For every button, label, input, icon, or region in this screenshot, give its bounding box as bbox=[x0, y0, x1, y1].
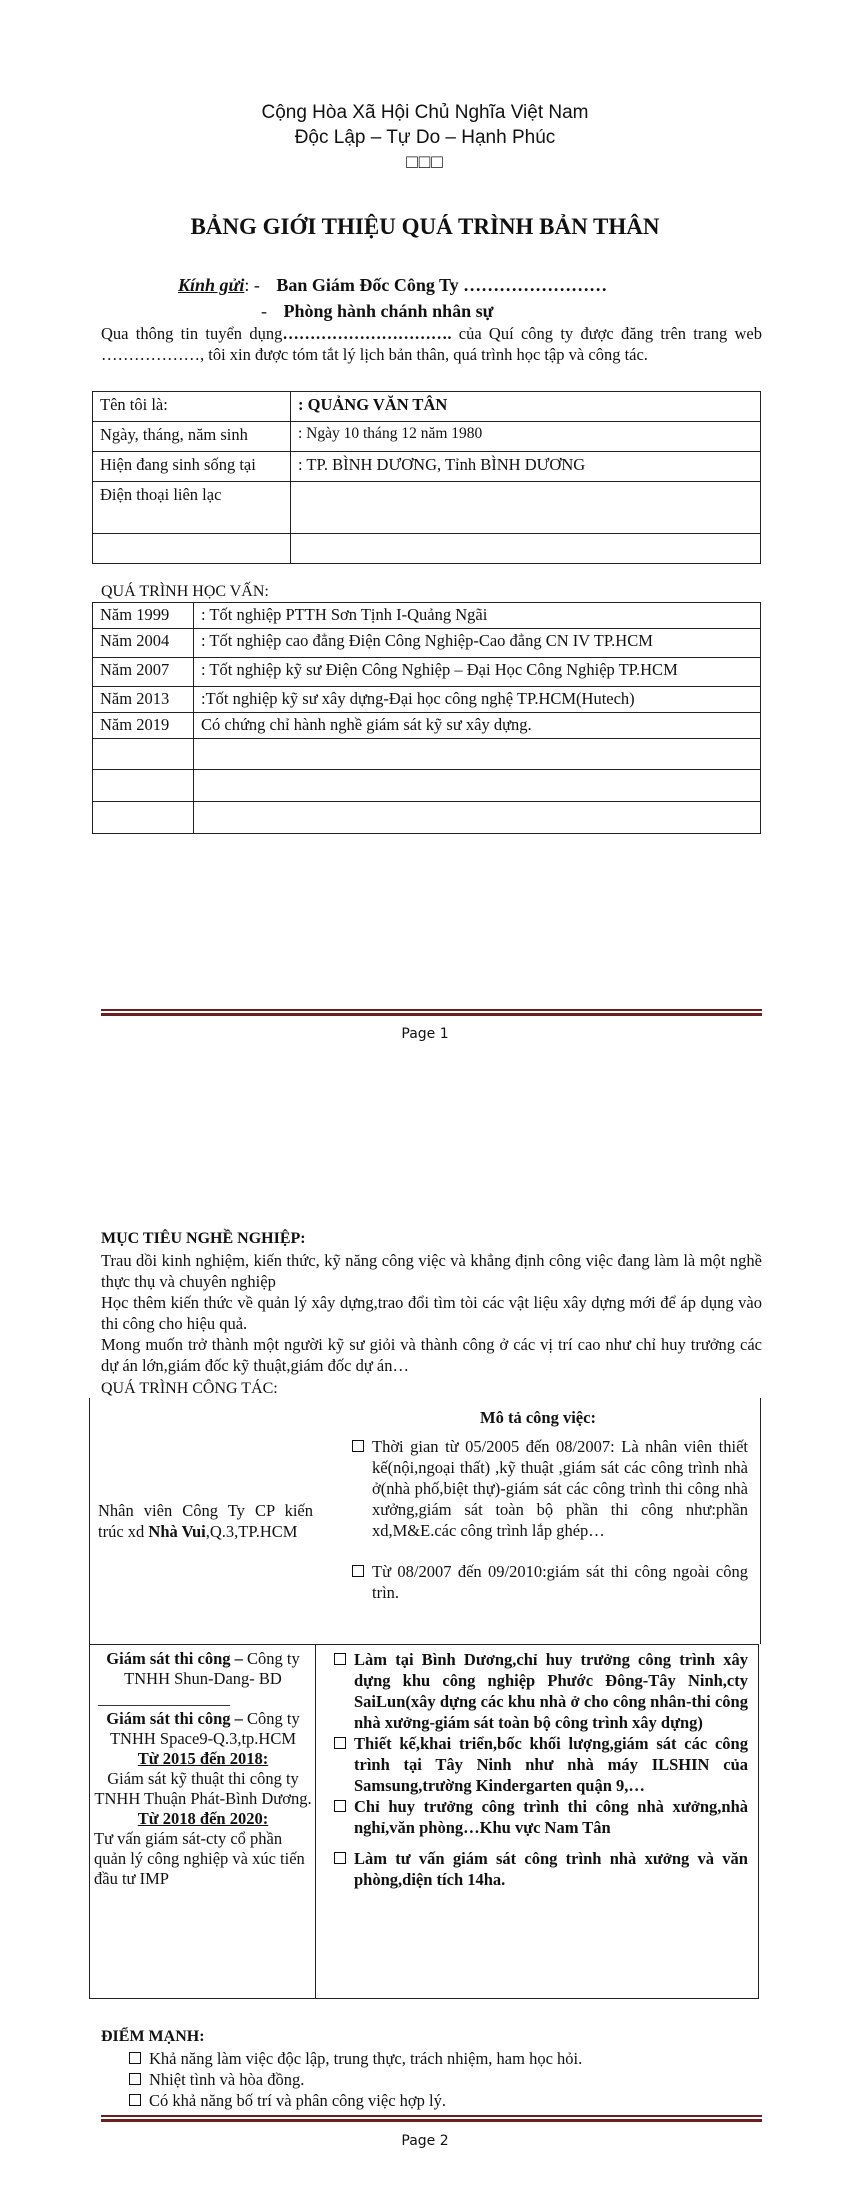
duty-text: Chỉ huy trưởng công trình thi công nhà xưởng,nhà nghỉ,văn phòng…Khu vực Nam Tân bbox=[354, 1797, 748, 1837]
personal-label: Hiện đang sinh sống tại bbox=[93, 452, 291, 482]
education-heading: QUÁ TRÌNH HỌC VẤN: bbox=[101, 583, 269, 600]
header-ornament: □□□ bbox=[406, 152, 444, 173]
work-row-1 bbox=[89, 1398, 761, 1644]
list-item bbox=[330, 1848, 748, 1890]
work-positions-2 bbox=[94, 1649, 312, 1889]
job-period: Từ 2015 đến 2018: bbox=[137, 1749, 269, 1768]
list-item bbox=[330, 1733, 748, 1796]
separator-line: ________________ bbox=[98, 1689, 230, 1708]
list-item bbox=[125, 2048, 765, 2069]
job-title: Giám sát thi công – bbox=[106, 1709, 243, 1728]
job-period: Từ 2018 đến 2020: bbox=[137, 1809, 269, 1828]
page-number: Page 1 bbox=[401, 1026, 449, 1042]
strength-text: Nhiệt tình và hòa đồng. bbox=[149, 2070, 305, 2089]
page-number: Page 2 bbox=[401, 2133, 449, 2149]
list-item bbox=[125, 2090, 765, 2111]
checkbox-bullet-icon bbox=[129, 2052, 141, 2064]
education-year bbox=[93, 739, 194, 770]
checkbox-bullet-icon bbox=[334, 1800, 346, 1812]
personal-label: Tên tôi là: bbox=[93, 392, 291, 422]
education-desc bbox=[194, 739, 761, 770]
personal-value: : TP. BÌNH DƯƠNG, Tỉnh BÌNH DƯƠNG bbox=[291, 452, 761, 482]
job-period-desc: Giám sát kỹ thuật thi công ty TNHH Thuận Phát-Bình Dương. bbox=[94, 1769, 312, 1808]
job-period-desc: Tư vấn giám sát-cty cổ phần quản lý công nghiệp và xúc tiến đầu tư IMP bbox=[94, 1829, 305, 1888]
table-row bbox=[93, 713, 761, 739]
duty-text: Thời gian từ 05/2005 đến 08/2007: Là nhân viên thiết kế(nội,ngoại thất) ,kỹ thuật ,giám sát các công trình nhà ở(nhà phố,biệt thự)-giám sát các công trình thi công nhà xưởng,giám sát toàn bộ phần thi công như:phần xd,M&E.các công trình lắp ghép… bbox=[372, 1437, 748, 1540]
address-block bbox=[178, 272, 607, 324]
list-item bbox=[330, 1796, 748, 1838]
footer-rule bbox=[101, 2115, 762, 2122]
job-company: Công ty TNHH Space9-Q.3,tp.HCM bbox=[109, 1709, 300, 1748]
education-desc: Có chứng chỉ hành nghề giám sát kỹ sư xây dựng. bbox=[194, 713, 761, 739]
personal-info-table bbox=[92, 391, 761, 564]
checkbox-bullet-icon bbox=[129, 2094, 141, 2106]
job-title: Giám sát thi công – bbox=[106, 1649, 243, 1668]
footer-rule bbox=[101, 1009, 762, 1016]
work-column-header: Mô tả công việc: bbox=[480, 1408, 596, 1427]
table-row bbox=[93, 603, 761, 629]
objective-body bbox=[101, 1250, 762, 1376]
address-colon: : - bbox=[244, 275, 260, 295]
objective-paragraph: Học thêm kiến thức về quản lý xây dựng,trao đổi tìm tòi các vật liệu xây dựng mới để áp dụng vào thi công cho hiệu quả. bbox=[101, 1293, 762, 1333]
education-year: Năm 1999 bbox=[93, 603, 194, 629]
duty-text: Từ 08/2007 đến 09/2010:giám sát thi công ngoài công trìn. bbox=[372, 1562, 748, 1602]
table-row bbox=[93, 482, 761, 534]
national-motto: Độc Lập – Tự Do – Hạnh Phúc bbox=[294, 127, 556, 148]
strength-text: Có khả năng bố trí và phân công việc hợp lý. bbox=[149, 2091, 446, 2110]
table-row bbox=[93, 687, 761, 713]
list-item bbox=[330, 1649, 748, 1733]
education-year bbox=[93, 802, 194, 834]
work-row-2 bbox=[89, 1644, 759, 1999]
education-desc: : Tốt nghiệp PTTH Sơn Tịnh I-Quảng Ngãi bbox=[194, 603, 761, 629]
checkbox-bullet-icon bbox=[334, 1653, 346, 1665]
education-year: Năm 2019 bbox=[93, 713, 194, 739]
strength-text: Khả năng làm việc độc lập, trung thực, trách nhiệm, ham học hỏi. bbox=[149, 2049, 583, 2068]
personal-value: : Ngày 10 tháng 12 năm 1980 bbox=[291, 422, 761, 452]
table-row bbox=[93, 422, 761, 452]
education-desc bbox=[194, 770, 761, 802]
education-desc bbox=[194, 802, 761, 834]
table-row bbox=[93, 802, 761, 834]
table-row bbox=[93, 534, 761, 564]
checkbox-bullet-icon bbox=[352, 1565, 364, 1577]
education-year bbox=[93, 770, 194, 802]
personal-value bbox=[291, 482, 761, 534]
duty-text: Làm tại Bình Dương,chỉ huy trưởng công trình xây dựng khu công nghiệp Phước Đông-Tây Ninh,cty SaiLun(xây dựng các khu nhà ở cho công nhân-thi công nhà xưởng-giám sát toàn bộ công trình xây dựng) bbox=[354, 1650, 748, 1732]
work-position-text: Nhân viên Công Ty CP kiến trúc xd bbox=[98, 1501, 313, 1541]
intro-text-end: của Quí công ty được đăng trên trang web ………………, tôi xin được tóm tắt lý lịch bản thân, quá trình học tập và công tác. bbox=[101, 324, 762, 364]
list-item bbox=[348, 1561, 748, 1603]
duty-text: Thiết kế,khai triển,bốc khối lượng,giám sát các công trình tại Tây Ninh như nhà máy ILSHIN của Samsung,trường Kindergarten quận 9,… bbox=[354, 1734, 748, 1795]
document-title: BẢNG GIỚI THIỆU QUÁ TRÌNH BẢN THÂN bbox=[190, 214, 660, 239]
personal-value bbox=[291, 534, 761, 564]
work-company-location: ,Q.3,TP.HCM bbox=[205, 1522, 298, 1541]
objective-paragraph: Trau dồi kinh nghiệm, kiến thức, kỹ năng công việc và khẳng định công việc đang làm là một nghề thực thụ và chuyên nghiệp bbox=[101, 1251, 762, 1291]
checkbox-bullet-icon bbox=[129, 2073, 141, 2085]
table-row bbox=[93, 739, 761, 770]
work-company-name: Nhà Vui bbox=[148, 1522, 206, 1541]
objective-heading: MỤC TIÊU NGHỀ NGHIỆP: bbox=[101, 1230, 306, 1247]
national-name: Cộng Hòa Xã Hội Chủ Nghĩa Việt Nam bbox=[261, 102, 589, 123]
list-item bbox=[348, 1436, 748, 1541]
table-row bbox=[93, 770, 761, 802]
intro-text-start: Qua thông tin tuyển dụng bbox=[101, 324, 283, 343]
duty-text: Làm tư vấn giám sát công trình nhà xưởng và văn phòng,diện tích 14ha. bbox=[354, 1849, 748, 1889]
objective-paragraph: Mong muốn trở thành một người kỹ sư giỏi và thành công ở các vị trí cao như chỉ huy trưởng các dự án lớn,giám đốc kỹ thuật,giám đốc dự án… bbox=[101, 1335, 762, 1375]
education-table bbox=[92, 602, 761, 834]
table-row bbox=[93, 392, 761, 422]
address-label: Kính gửi bbox=[178, 275, 245, 295]
table-row bbox=[93, 452, 761, 482]
work-position-1 bbox=[98, 1500, 313, 1542]
job-company: Công ty TNHH Shun-Dang- BD bbox=[124, 1649, 300, 1688]
checkbox-bullet-icon bbox=[334, 1852, 346, 1864]
address-recipient-2: Phòng hành chánh nhân sự bbox=[283, 301, 494, 321]
table-row bbox=[93, 629, 761, 658]
work-duties-2 bbox=[330, 1649, 748, 1890]
personal-label bbox=[93, 534, 291, 564]
intro-paragraph bbox=[101, 323, 762, 365]
personal-value: : QUẢNG VĂN TÂN bbox=[291, 392, 761, 422]
address-dash: - bbox=[261, 301, 267, 321]
table-row bbox=[93, 658, 761, 687]
checkbox-bullet-icon bbox=[352, 1440, 364, 1452]
address-recipient-1: Ban Giám Đốc Công Ty …………………… bbox=[276, 275, 608, 295]
education-desc: : Tốt nghiệp cao đẳng Điện Công Nghiệp-Cao đẳng CN IV TP.HCM bbox=[194, 629, 761, 658]
work-heading: QUÁ TRÌNH CÔNG TÁC: bbox=[101, 1380, 278, 1397]
national-header bbox=[0, 100, 850, 175]
education-year: Năm 2004 bbox=[93, 629, 194, 658]
education-year: Năm 2007 bbox=[93, 658, 194, 687]
work-duties-1 bbox=[348, 1436, 748, 1603]
personal-label: Điện thoại liên lạc bbox=[93, 482, 291, 534]
education-year: Năm 2013 bbox=[93, 687, 194, 713]
column-divider bbox=[315, 1645, 316, 1998]
personal-label: Ngày, tháng, năm sinh bbox=[93, 422, 291, 452]
intro-dots: …………………………. bbox=[282, 324, 452, 343]
strengths-list bbox=[125, 2048, 765, 2111]
checkbox-bullet-icon bbox=[334, 1737, 346, 1749]
list-item bbox=[125, 2069, 765, 2090]
education-desc: : Tốt nghiệp kỹ sư Điện Công Nghiệp – Đại Học Công Nghiệp TP.HCM bbox=[194, 658, 761, 687]
education-desc: :Tốt nghiệp kỹ sư xây dựng-Đại học công nghệ TP.HCM(Hutech) bbox=[194, 687, 761, 713]
strengths-heading: ĐIỂM MẠNH: bbox=[101, 2028, 205, 2045]
